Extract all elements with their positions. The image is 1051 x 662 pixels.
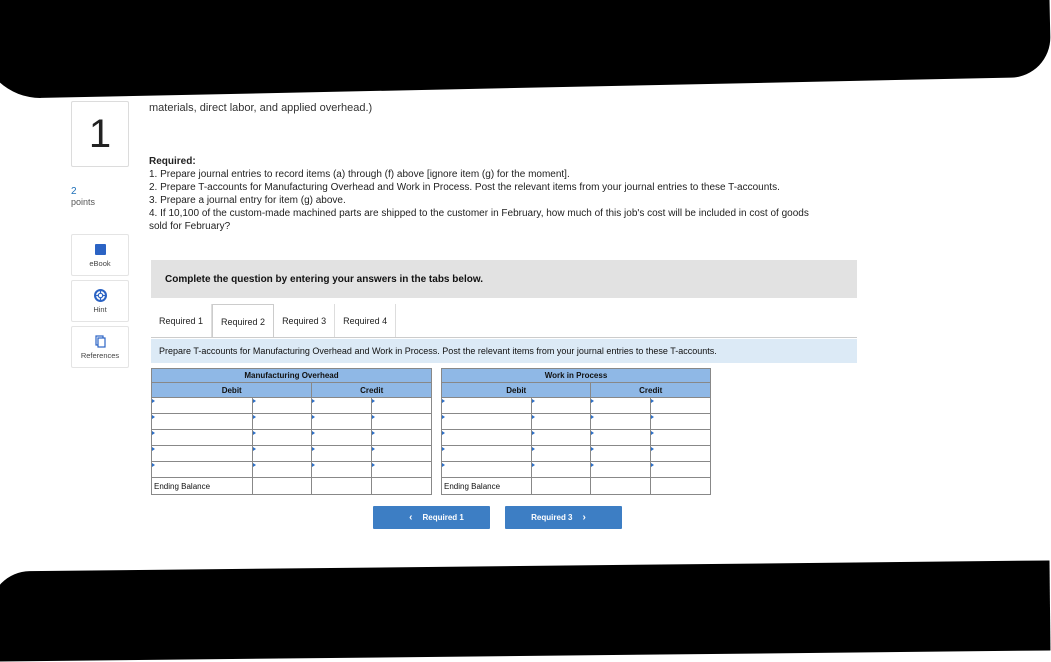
debit-amount-input[interactable]: [531, 446, 591, 462]
credit-amount-input[interactable]: [651, 430, 711, 446]
credit-account-select[interactable]: [312, 446, 372, 462]
cutoff-text: materials, direct labor, and applied overhead.): [149, 102, 373, 114]
taccount-title: Work in Process: [442, 369, 711, 383]
debit-account-select[interactable]: [442, 446, 532, 462]
points-indicator: [71, 186, 95, 207]
debit-amount-input[interactable]: [531, 398, 591, 414]
required-item: 4. If 10,100 of the custom-made machined parts are shipped to the customer in February, how much of this job's cost will be included in cost of goods sold for February?: [149, 208, 809, 232]
ending-debit-cell: [531, 478, 591, 495]
table-row: [152, 446, 432, 462]
credit-amount-input[interactable]: [372, 398, 432, 414]
references-button[interactable]: [71, 326, 129, 368]
ending-balance-row: [152, 478, 432, 495]
points-value: 2: [71, 186, 77, 197]
required-title: Required:: [149, 156, 196, 167]
required-section: [149, 155, 829, 233]
ending-balance-row: [442, 478, 711, 495]
taccount-work-in-process: [441, 368, 711, 495]
table-row: [442, 446, 711, 462]
table-row: [442, 462, 711, 478]
documents-icon: [94, 335, 107, 348]
credit-amount-input[interactable]: [651, 446, 711, 462]
debit-account-select[interactable]: [442, 430, 532, 446]
debit-account-select[interactable]: [442, 398, 532, 414]
debit-amount-input[interactable]: [252, 398, 312, 414]
debit-amount-input[interactable]: [531, 414, 591, 430]
ending-credit-cell: [651, 478, 711, 495]
required-item: 3. Prepare a journal entry for item (g) above.: [149, 195, 346, 206]
credit-account-select[interactable]: [591, 398, 651, 414]
debit-amount-input[interactable]: [252, 446, 312, 462]
ebook-button[interactable]: [71, 234, 129, 276]
tab-required-3[interactable]: Required 3: [274, 304, 335, 338]
redaction-top: [0, 0, 1051, 99]
required-item: 1. Prepare journal entries to record items (a) through (f) above [ignore item (g) for the moment].: [149, 169, 570, 180]
next-required-button[interactable]: [505, 506, 622, 529]
table-row: [152, 430, 432, 446]
ending-balance-label: Ending Balance: [152, 478, 253, 495]
points-label: points: [71, 197, 96, 207]
ending-credit-cell: [372, 478, 432, 495]
debit-amount-input[interactable]: [531, 462, 591, 478]
debit-account-select[interactable]: [152, 462, 253, 478]
required-item: 2. Prepare T-accounts for Manufacturing Overhead and Work in Process. Post the relevant items from your journal entries to these T-accounts.: [149, 182, 780, 193]
credit-account-select[interactable]: [591, 462, 651, 478]
credit-amount-input[interactable]: [651, 414, 711, 430]
prev-button-label: Required 1: [422, 513, 464, 522]
credit-header: Credit: [591, 383, 711, 398]
prev-required-button[interactable]: [373, 506, 490, 529]
debit-account-select[interactable]: [152, 398, 253, 414]
table-row: [442, 398, 711, 414]
table-row: [442, 414, 711, 430]
hint-label: Hint: [93, 304, 107, 314]
lifebuoy-icon: [94, 289, 107, 302]
debit-account-select[interactable]: [442, 462, 532, 478]
tab-required-1[interactable]: Required 1: [151, 304, 212, 338]
credit-account-select[interactable]: [312, 430, 372, 446]
credit-account-select[interactable]: [591, 446, 651, 462]
ending-balance-label: Ending Balance: [442, 478, 532, 495]
debit-header: Debit: [152, 383, 312, 398]
table-row: [152, 398, 432, 414]
tab-bar: [151, 304, 396, 338]
debit-account-select[interactable]: [152, 414, 253, 430]
debit-amount-input[interactable]: [252, 414, 312, 430]
ending-debit-cell: [252, 478, 312, 495]
table-row: [152, 414, 432, 430]
credit-header: Credit: [312, 383, 432, 398]
debit-amount-input[interactable]: [252, 430, 312, 446]
debit-amount-input[interactable]: [252, 462, 312, 478]
hint-button[interactable]: [71, 280, 129, 322]
references-label: References: [80, 350, 120, 360]
credit-amount-input[interactable]: [372, 446, 432, 462]
taccount-manufacturing-overhead: [151, 368, 432, 495]
table-row: [152, 462, 432, 478]
chevron-left-icon: ‹: [409, 512, 413, 523]
debit-account-select[interactable]: [152, 430, 253, 446]
ebook-label: eBook: [89, 258, 111, 268]
credit-amount-input[interactable]: [372, 462, 432, 478]
debit-amount-input[interactable]: [531, 430, 591, 446]
redaction-bottom: [0, 560, 1050, 661]
ending-credit-label-cell: [312, 478, 372, 495]
credit-account-select[interactable]: [591, 414, 651, 430]
chevron-right-icon: ›: [582, 512, 586, 523]
tab-description: Prepare T-accounts for Manufacturing Overhead and Work in Process. Post the relevant items from your journal entries to these T-accounts.: [151, 339, 857, 363]
next-button-label: Required 3: [531, 513, 573, 522]
tab-divider: [151, 337, 857, 338]
instructions-bar: Complete the question by entering your answers in the tabs below.: [151, 260, 857, 298]
debit-header: Debit: [442, 383, 591, 398]
credit-account-select[interactable]: [312, 398, 372, 414]
credit-amount-input[interactable]: [372, 414, 432, 430]
credit-amount-input[interactable]: [651, 462, 711, 478]
debit-account-select[interactable]: [442, 414, 532, 430]
book-icon: [94, 243, 107, 256]
tab-required-2[interactable]: Required 2: [212, 304, 274, 338]
credit-account-select[interactable]: [312, 414, 372, 430]
question-number: 1: [71, 101, 129, 167]
taccount-title: Manufacturing Overhead: [152, 369, 432, 383]
credit-account-select[interactable]: [591, 430, 651, 446]
tab-required-4[interactable]: Required 4: [335, 304, 396, 338]
credit-account-select[interactable]: [312, 462, 372, 478]
credit-amount-input[interactable]: [651, 398, 711, 414]
table-row: [442, 430, 711, 446]
ending-credit-label-cell: [591, 478, 651, 495]
credit-amount-input[interactable]: [372, 430, 432, 446]
debit-account-select[interactable]: [152, 446, 253, 462]
